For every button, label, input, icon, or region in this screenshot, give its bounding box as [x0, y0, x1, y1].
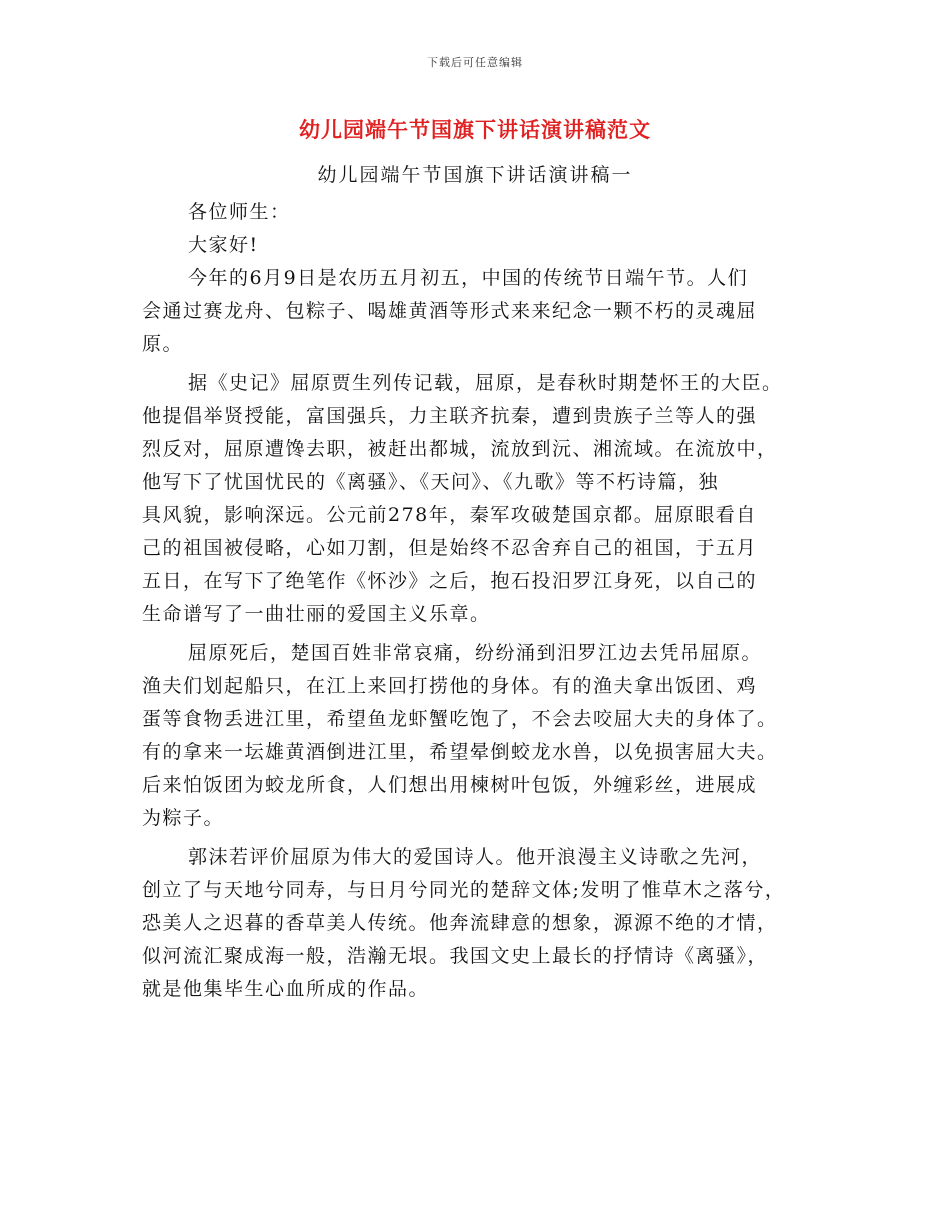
text-line: 似河流汇聚成海一般，浩瀚无垠。我国文史上最长的抒情诗《离骚》， — [142, 945, 769, 967]
text-line: 各位师生： — [188, 201, 291, 223]
text-line: 蛋等食物丢进江里，希望鱼龙虾蟹吃饱了，不会去咬屈大夫的身体了。 — [142, 708, 778, 730]
text-line: 郭沫若评价屈原为伟大的爱国诗人。他开浪漫主义诗歌之先河， — [188, 846, 763, 868]
document-title: 幼儿园端午节国旗下讲话演讲稿范文 — [299, 117, 651, 142]
text-line: 具风貌，影响深远。公元前278年，秦军攻破楚国京都。屈原眼看自 — [142, 504, 757, 526]
text-line: 据《史记》屈原贾生列传记载，屈原，是春秋时期楚怀王的大臣。 — [188, 372, 783, 394]
header-note: 下载后可任意编辑 — [427, 56, 523, 69]
text-line: 他提倡举贤授能，富国强兵，力主联齐抗秦，遭到贵族子兰等人的强 — [142, 405, 758, 427]
text-line: 创立了与天地兮同寿，与日月兮同光的楚辞文体;发明了惟草木之落兮， — [142, 879, 786, 901]
text-line: 他写下了忧国忧民的《离骚》、《天问》、《九歌》等不朽诗篇，独 — [142, 471, 720, 493]
text-line: 己的祖国被侵略，心如刀割，但是始终不忍舍弃自己的祖国，于五月 — [142, 537, 758, 559]
text-line: 原。 — [142, 333, 184, 355]
text-line: 会通过赛龙舟、包粽子、喝雄黄酒等形式来来纪念一颗不朽的灵魂屈 — [142, 300, 758, 322]
text-line: 就是他集毕生心血所成的作品。 — [142, 978, 430, 1000]
text-line: 屈原死后，楚国百姓非常哀痛，纷纷涌到汨罗江边去凭吊屈原。 — [188, 642, 763, 664]
document-subtitle: 幼儿园端午节国旗下讲话演讲稿一 — [317, 164, 633, 186]
body-text — [142, 196, 822, 1006]
text-line: 生命谱写了一曲壮丽的爱国主义乐章。 — [142, 603, 491, 625]
text-line: 今年的6月9日是农历五月初五，中国的传统节日端午节。人们 — [188, 267, 749, 289]
text-line: 后来怕饭团为蛟龙所食，人们想出用楝树叶包饭，外缠彩丝，进展成 — [142, 774, 758, 796]
text-line: 为粽子。 — [142, 807, 225, 829]
text-line: 渔夫们划起船只，在江上来回打捞他的身体。有的渔夫拿出饭团、鸡 — [142, 675, 758, 697]
text-line: 大家好! — [188, 234, 259, 256]
text-line: 烈反对，屈原遭馋去职，被赶出都城，流放到沅、湘流域。在流放中， — [142, 438, 778, 460]
text-line: 恐美人之迟暮的香草美人传统。他奔流肆意的想象，源源不绝的才情， — [142, 912, 778, 934]
text-line: 五日，在写下了绝笔作《怀沙》之后，抱石投汨罗江身死，以自己的 — [142, 570, 758, 592]
text-line: 有的拿来一坛雄黄酒倒进江里，希望晕倒蛟龙水兽，以免损害屈大夫。 — [142, 741, 778, 763]
